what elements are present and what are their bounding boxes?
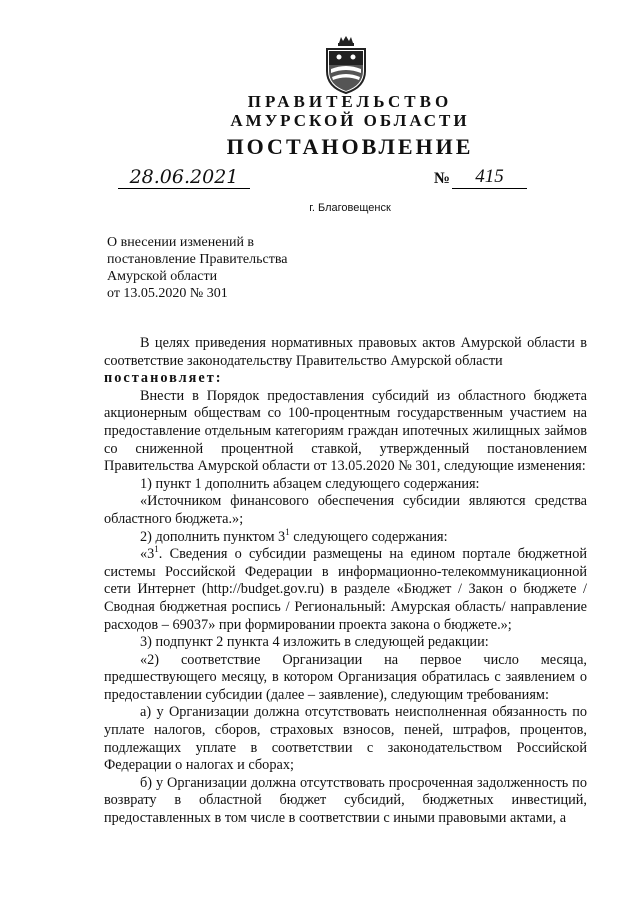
paragraph: Внести в Порядок предоставления субсидий из областного бюджета акционерным обществам со 100-процентным государственным участием на предоставление отдельным категориям граждан ипотечных жилищных займов со сниженной процентной ставкой, утвержденный постановлением Правительства Амурской области от 13.05.2020 № 301, следующие изменения:	[104, 387, 587, 475]
text-part: 2) дополнить пунктом 3	[140, 528, 286, 545]
paragraph: «Источником финансового обеспечения субсидии являются средства областного бюджета.»;	[104, 493, 587, 527]
document-type: ПОСТАНОВЛЕНИЕ	[226, 134, 474, 159]
decree-word: постановляет:	[104, 370, 223, 387]
document-number: 415	[452, 166, 527, 189]
subject-line: от 13.05.2020 № 301	[107, 286, 228, 301]
region-title: АМУРСКОЙ ОБЛАСТИ	[230, 111, 470, 130]
paragraph: 1) пункт 1 дополнить абзацем следующего содержания:	[140, 475, 480, 492]
subject-line: О внесении изменений в	[107, 235, 255, 250]
paragraph	[104, 526, 587, 547]
subject-line: Амурской области	[107, 269, 218, 284]
text-part: «3	[140, 546, 155, 563]
document-date: 28.06.2021	[118, 166, 250, 189]
paragraph	[104, 546, 587, 634]
superscript: 1	[285, 526, 290, 537]
text-part: . Сведения о субсидии размещены на едином портале бюджетной системы Российской Федерации в информационно-телекоммуникационной сети Интернет (http://budget.gov.ru) в разделе «Бюджет / Закон о бюджете / Сводная бюджетная роспись / Региональный: Амурская область/ направление расходов – 69037» при формировании проекта закона о бюджете.»;	[104, 546, 587, 633]
government-title: ПРАВИТЕЛЬСТВО	[247, 92, 453, 111]
coat-of-arms-icon	[323, 35, 369, 95]
document-body	[104, 335, 587, 828]
paragraph: б) у Организации должна отсутствовать просроченная задолженность по возврату в областной бюджет субсидий, бюджетных инвестиций, предоставленных в том числе в соответствии с иными правовыми актами, а	[104, 774, 587, 827]
city: г. Благовещенск	[309, 202, 391, 214]
text-part: следующего содержания:	[289, 528, 448, 545]
superscript: 1	[154, 544, 159, 555]
paragraph: В целях приведения нормативных правовых актов Амурской области в соответствие законодательству Правительство Амурской области	[104, 335, 587, 369]
paragraph: а) у Организации должна отсутствовать неисполненная обязанность по уплате налогов, сборов, страховых взносов, пеней, штрафов, процентов, подлежащих уплате в соответствии с законодательством Российской Федерации о налогах и сборах;	[104, 704, 587, 774]
paragraph: 3) подпункт 2 пункта 4 изложить в следующей редакции:	[140, 634, 489, 651]
paragraph: «2) соответствие Организации на первое число месяца, предшествующего месяцу, в котором Организация обратилась с заявлением о предоставлении субсидии (далее – заявление), следующим требованиям:	[104, 651, 587, 703]
number-label: №	[434, 170, 451, 187]
subject-line: постановление Правительства	[107, 252, 288, 267]
subject-block	[107, 234, 287, 302]
